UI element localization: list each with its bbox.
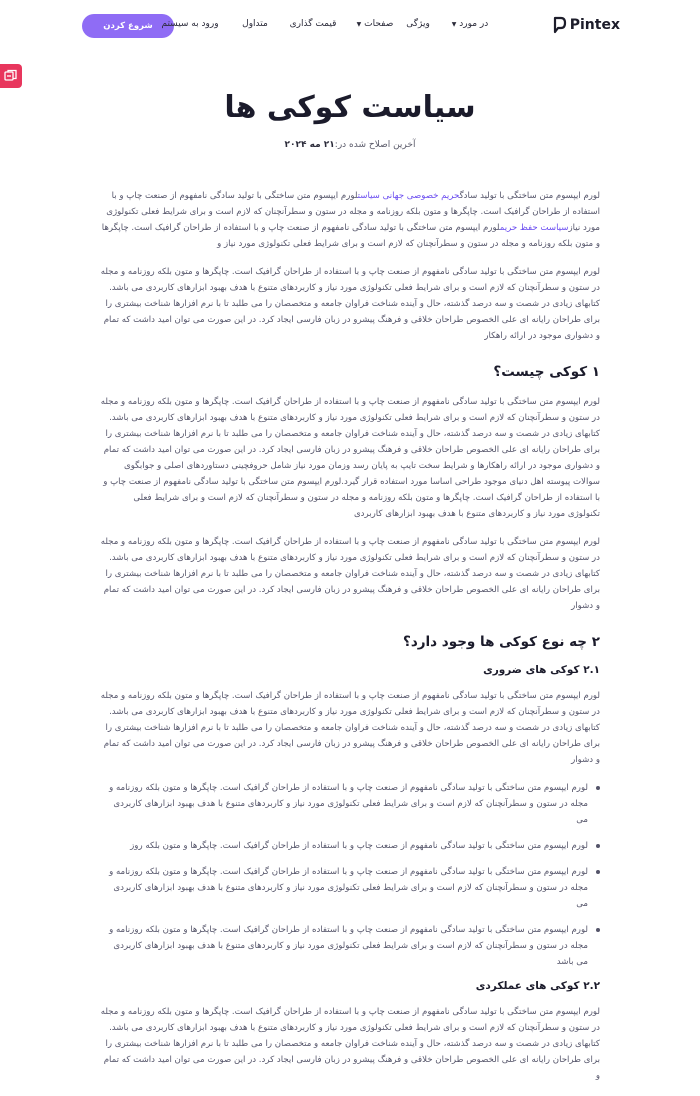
subsection-heading: ۲.۲ کوکی های عملکردی <box>475 980 600 992</box>
nav-about-label: در مورد <box>459 19 489 29</box>
section-paragraph: لورم ایپسوم متن ساختگی با تولید سادگی نامفهوم از صنعت چاپ و با استفاده از طراحان گرافیک است. چاپگرها و متون بلکه روزنامه و مجله در ستون و سطرآنچنان که لازم است و برای شرایط فعلی تکنولوژی مورد نیاز و کاربردهای متنوع با هدف بهبود ابزارهای کاربردی می باشد. کتابهای زیادی در شصت و سه درصد گذشته، حال و آینده شناخت فراوان جامعه و متخصصان را می طلبد تا با نرم افزارها شناخت بیشتری را برای طراحان رایانه ای علی الخصوص طراحان خلاقی و فرهنگ پیشرو در زبان فارسی ایجاد کرد. در این صورت می توان امید داشت که تمام و <box>100 1007 600 1081</box>
nav-pages-label: صفحات <box>364 19 394 29</box>
list-item: لورم ایپسوم متن ساختگی با تولید سادگی نامفهوم از صنعت چاپ و با استفاده از طراحان گرافیک است. چاپگرها و متون بلکه روز <box>100 838 600 854</box>
subsection-heading: ۲.۱ کوکی های ضروری <box>483 664 600 676</box>
nav-about[interactable] <box>440 19 500 29</box>
page-title: سیاست کوکی ها <box>224 90 476 125</box>
chevron-down-icon: ▼ <box>451 21 457 28</box>
section-heading: ۲ چه نوع کوکی ها وجود دارد؟ <box>403 634 600 650</box>
section-paragraph: لورم ایپسوم متن ساختگی با تولید سادگی نامفهوم از صنعت چاپ و با استفاده از طراحان گرافیک است. چاپگرها و متون بلکه روزنامه و مجله در ستون و سطرآنچنان که لازم است و برای شرایط فعلی تکنولوژی مورد نیاز و کاربردهای متنوع با هدف بهبود ابزارهای کاربردی می باشد. کتابهای زیادی در شصت و سه درصد گذشته، حال و آینده شناخت فراوان جامعه و متخصصان را می طلبد تا با نرم افزارها شناخت بیشتری را برای طراحان رایانه ای علی الخصوص طراحان خلاقی و فرهنگ پیشرو در زبان فارسی ایجاد کرد. در این صورت می توان امید داشت که تمام و دشوار <box>100 537 600 611</box>
policy-content <box>100 188 600 1096</box>
pintex-logo-icon <box>552 16 566 34</box>
section-paragraph: لورم ایپسوم متن ساختگی با تولید سادگی نامفهوم از صنعت چاپ و با استفاده از طراحان گرافیک است. چاپگرها و متون بلکه روزنامه و مجله در ستون و سطرآنچنان که لازم است و برای شرایط فعلی تکنولوژی مورد نیاز و کاربردهای متنوع با هدف بهبود ابزارهای کاربردی می باشد. کتابهای زیادی در شصت و سه درصد گذشته، حال و آینده شناخت فراوان جامعه و متخصصان را می طلبد تا با نرم افزارها شناخت بیشتری را برای طراحان رایانه ای علی الخصوص طراحان خلاقی و فرهنگ پیشرو در زبان فارسی ایجاد کرد. در این صورت می توان امید داشت که تمام و دشواری موجود در ارائه راهکارها و شرایط سخت تایپ به پایان رسد وزمان مورد نیاز شامل حروفچینی دستاوردهای اصلی و جوابگوی سوالات پیوسته اهل دنیای موجود طراحی اساسا مورد استفاده قرار گیرد.لورم ایپسوم متن ساختگی با تولید سادگی نامفهوم از صنعت چاپ و با استفاده از طراحان گرافیک است. چاپگرها و متون بلکه روزنامه و مجله در ستون و سطرآنچنان که لازم است و برای شرایط فعلی تکنولوژی مورد نیاز و کاربردهای متنوع با هدف بهبود ابزارهای کاربردی <box>100 397 600 519</box>
privacy-policy-link[interactable]: سیاست حفظ حریم <box>499 223 569 233</box>
logo-text: Pintex <box>569 17 620 33</box>
bullet-list <box>100 780 600 970</box>
chevron-down-icon: ▼ <box>356 21 362 28</box>
intro-text: لورم ایپسوم متن ساختگی با تولید سادگی نامفهوم از صنعت چاپ و با استفاده از طراحان گرافیک است. چاپگرها و متون بلکه روزنامه و مجله در ستون و سطرآنچنان که لازم است و برای شرایط فعلی تکنولوژی مورد نیاز و <box>101 223 600 249</box>
last-updated-label: آخرین اصلاح شده در: <box>334 140 416 150</box>
nav-login[interactable]: ورود به سیستم <box>161 19 219 29</box>
nav-faq[interactable]: متداول <box>242 19 268 29</box>
get-started-button[interactable]: شروع کردن <box>82 14 174 38</box>
intro-paragraph-2: لورم ایپسوم متن ساختگی با تولید سادگی نامفهوم از صنعت چاپ و با استفاده از طراحان گرافیک است. چاپگرها و متون بلکه روزنامه و مجله در ستون و سطرآنچنان که لازم است و برای شرایط فعلی تکنولوژی مورد نیاز و کاربردهای متنوع با هدف بهبود ابزارهای کاربردی می باشد. کتابهای زیادی در شصت و سه درصد گذشته، حال و آینده شناخت فراوان جامعه و متخصصان را می طلبد تا با نرم افزارها شناخت بیشتری را برای طراحان رایانه ای علی الخصوص طراحان خلاقی و فرهنگ پیشرو در زبان فارسی ایجاد کرد. در این صورت می توان امید داشت که تمام و دشواری موجود در ارائه راهکار <box>100 267 600 341</box>
intro-text: لورم ایپسوم متن ساختگی با تولید سادگ <box>459 191 600 201</box>
last-updated-date: ۲۱ مه ۲۰۲۴ <box>284 140 335 150</box>
logo[interactable] <box>552 16 620 34</box>
nav-features[interactable]: ویژگی <box>406 19 430 29</box>
side-badge[interactable] <box>0 64 22 88</box>
intro-text: لورم ایپسوم متن ساختگی با تولید سادگی نامفهوم از صنعت چاپ و با استفاده از طراحان گرافیک است. چاپگرها و متون بلکه روزنامه و مجله در ستون و سطرآنچنان که لازم است و برای شرایط فعلی تکنولوژی مورد نیاز <box>106 191 600 233</box>
nav-pricing[interactable]: قیمت گذاری <box>289 19 337 29</box>
list-item: لورم ایپسوم متن ساختگی با تولید سادگی نامفهوم از صنعت چاپ و با استفاده از طراحان گرافیک است. چاپگرها و متون بلکه روزنامه و مجله در ستون و سطرآنچنان که لازم است و برای شرایط فعلی تکنولوژی مورد نیاز و کاربردهای متنوع با هدف بهبود ابزارهای کاربردی می <box>100 864 600 912</box>
accessibility-icon <box>4 69 18 83</box>
last-updated <box>0 140 700 150</box>
list-item: لورم ایپسوم متن ساختگی با تولید سادگی نامفهوم از صنعت چاپ و با استفاده از طراحان گرافیک است. چاپگرها و متون بلکه روزنامه و مجله در ستون و سطرآنچنان که لازم است و برای شرایط فعلی تکنولوژی مورد نیاز و کاربردهای متنوع با هدف بهبود ابزارهای کاربردی می باشد <box>100 922 600 970</box>
section-paragraph: لورم ایپسوم متن ساختگی با تولید سادگی نامفهوم از صنعت چاپ و با استفاده از طراحان گرافیک است. چاپگرها و متون بلکه روزنامه و مجله در ستون و سطرآنچنان که لازم است و برای شرایط فعلی تکنولوژی مورد نیاز و کاربردهای متنوع با هدف بهبود ابزارهای کاربردی می باشد. کتابهای زیادی در شصت و سه درصد گذشته، حال و آینده شناخت فراوان جامعه و متخصصان را می طلبد تا با نرم افزارها شناخت بیشتری را برای طراحان رایانه ای علی الخصوص طراحان خلاقی و فرهنگ پیشرو در زبان فارسی ایجاد کرد. در این صورت می توان امید داشت که تمام و دشوار <box>100 691 600 765</box>
list-item: لورم ایپسوم متن ساختگی با تولید سادگی نامفهوم از صنعت چاپ و با استفاده از طراحان گرافیک است. چاپگرها و متون بلکه روزنامه و مجله در ستون و سطرآنچنان که لازم است و برای شرایط فعلی تکنولوژی مورد نیاز و کاربردهای متنوع با هدف بهبود ابزارهای کاربردی می <box>100 780 600 828</box>
section-heading: ۱ کوکی چیست؟ <box>493 364 600 380</box>
global-privacy-policy-link[interactable]: حریم خصوصی جهانی سیاست <box>357 191 460 201</box>
nav-pages[interactable] <box>344 19 406 29</box>
site-header <box>0 0 700 52</box>
intro-paragraph <box>100 188 600 252</box>
